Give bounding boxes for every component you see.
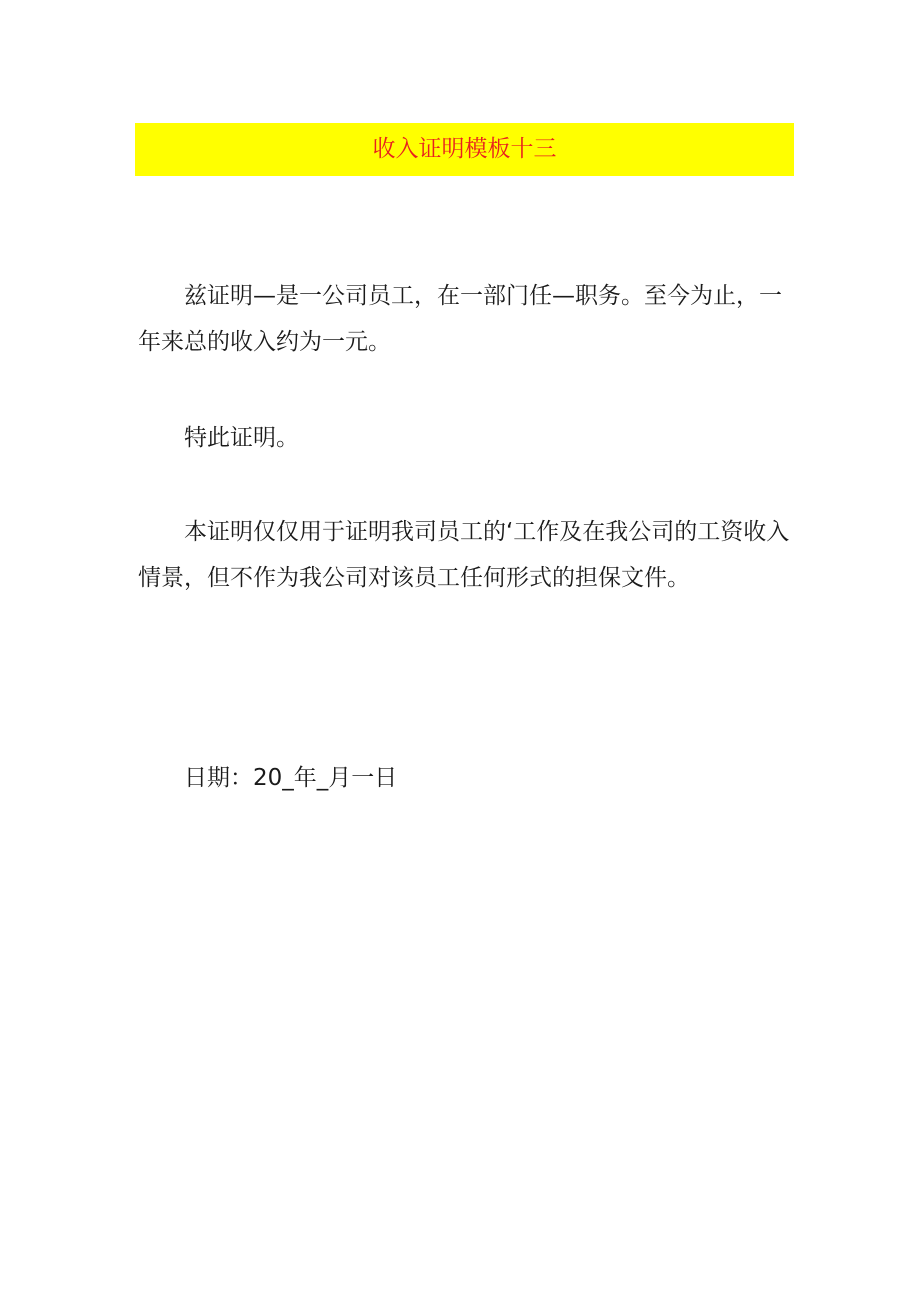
document-title: 收入证明模板十三: [372, 136, 557, 162]
date-line: 日期：20_年_月一日: [184, 765, 398, 791]
certification-paragraph: 特此证明。: [184, 425, 299, 451]
disclaimer-paragraph: 本证明仅仅用于证明我司员工的‘工作及在我公司的工资收入情景，但不作为我公司对该员工任何形式的担保文件。: [138, 519, 790, 591]
title-banner: [135, 123, 794, 176]
income-statement-paragraph: 兹证明—是一公司员工，在一部门任—职务。至今为止，一年来总的收入约为一元。: [138, 283, 782, 355]
